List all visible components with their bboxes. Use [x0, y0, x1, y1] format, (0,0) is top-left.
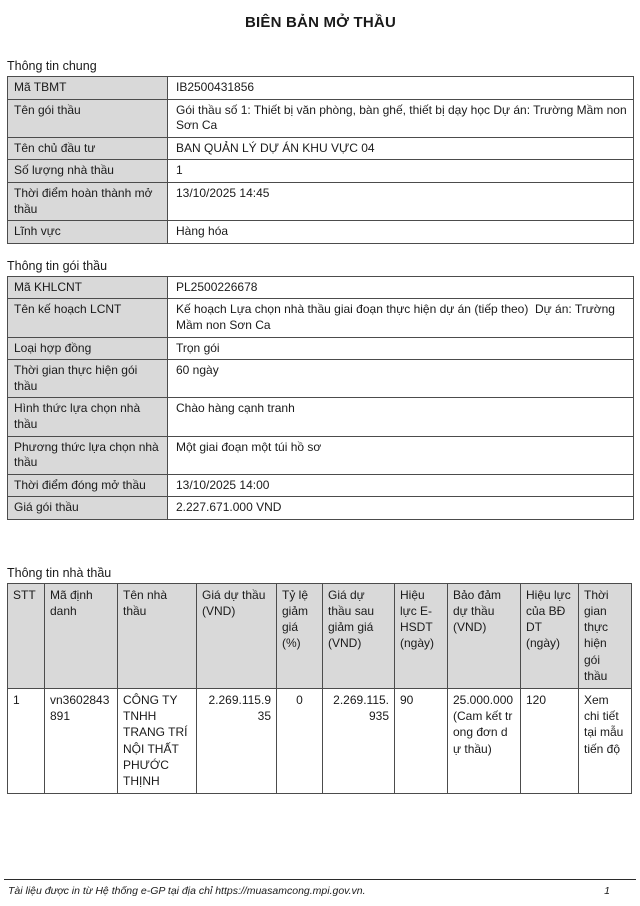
contractor-info-heading: Thông tin nhà thầu — [7, 565, 112, 580]
table-row — [8, 276, 634, 299]
general-info-table — [7, 76, 634, 244]
field-value: 13/10/2025 14:00 — [168, 474, 634, 497]
field-value: Hàng hóa — [168, 221, 634, 244]
field-value: 60 ngày — [168, 360, 634, 398]
table-row — [8, 160, 634, 183]
page-title: BIÊN BẢN MỞ THẦU — [245, 14, 396, 31]
field-label: Hình thức lựa chọn nhà thầu — [8, 398, 168, 436]
header-cell: Hiệu lực của BĐ DT (ngày) — [521, 583, 579, 688]
field-value: IB2500431856 — [168, 77, 634, 100]
table-row — [8, 689, 632, 794]
header-cell: Thời gian thực hiện gói thầu — [579, 583, 632, 688]
table-row — [8, 182, 634, 220]
field-label: Phương thức lựa chọn nhà thầu — [8, 436, 168, 474]
table-row — [8, 497, 634, 520]
header-cell: Giá dự thầu (VND) — [197, 583, 277, 688]
table-header-row — [8, 583, 632, 688]
page-footer — [4, 879, 636, 897]
field-value: 13/10/2025 14:45 — [168, 182, 634, 220]
header-cell: Hiệu lực E-HSDT (ngày) — [395, 583, 448, 688]
general-info-heading: Thông tin chung — [7, 59, 97, 73]
field-value: 2.227.671.000 VND — [168, 497, 634, 520]
cell-bao-dam-du-thau: 25.000.000 (Cam kết trong đơn dự thầu) — [448, 689, 521, 794]
field-label: Mã TBMT — [8, 77, 168, 100]
field-value: Một giai đoạn một túi hồ sơ — [168, 436, 634, 474]
cell-hieu-luc-ehsdt: 90 — [395, 689, 448, 794]
package-info-heading: Thông tin gói thầu — [7, 258, 108, 273]
table-row — [8, 137, 634, 160]
section-package-info — [7, 259, 634, 520]
cell-stt: 1 — [8, 689, 45, 794]
field-label: Thời gian thực hiện gói thầu — [8, 360, 168, 398]
field-label: Thời điểm hoàn thành mở thầu — [8, 182, 168, 220]
field-label: Loại hợp đồng — [8, 337, 168, 360]
table-row — [8, 77, 634, 100]
field-value: Gói thầu số 1: Thiết bị văn phòng, bàn ghế, thiết bị dạy học Dự án: Trường Mầm non Sơn Ca — [168, 99, 634, 137]
table-row — [8, 99, 634, 137]
cell-thoi-gian-thuc-hien: Xem chi tiết tại mẫu tiến độ — [579, 689, 632, 794]
page-number: 1 — [604, 885, 610, 897]
field-label: Lĩnh vực — [8, 221, 168, 244]
field-value: Trọn gói — [168, 337, 634, 360]
header-cell: Tỷ lệ giảm giá (%) — [277, 583, 323, 688]
header-cell: STT — [8, 583, 45, 688]
table-row — [8, 299, 634, 337]
package-info-table — [7, 276, 634, 520]
cell-ty-le-giam-gia: 0 — [277, 689, 323, 794]
table-row — [8, 360, 634, 398]
table-row — [8, 221, 634, 244]
cell-hieu-luc-bddt: 120 — [521, 689, 579, 794]
field-label: Mã KHLCNT — [8, 276, 168, 299]
table-row — [8, 337, 634, 360]
cell-ma-dinh-danh: vn3602843891 — [45, 689, 118, 794]
contractor-table — [7, 583, 632, 794]
section-contractor-info — [7, 566, 634, 794]
header-cell: Giá dự thầu sau giảm giá (VND) — [323, 583, 395, 688]
field-label: Tên chủ đầu tư — [8, 137, 168, 160]
table-row — [8, 474, 634, 497]
field-value: 1 — [168, 160, 634, 183]
field-label: Thời điểm đóng mở thầu — [8, 474, 168, 497]
section-general-info — [7, 59, 634, 244]
field-label: Số lượng nhà thầu — [8, 160, 168, 183]
field-label: Tên kế hoạch LCNT — [8, 299, 168, 337]
field-value: Kế hoạch Lựa chọn nhà thầu giai đoạn thực hiện dự án (tiếp theo) Dự án: Trường Mầm non Sơn Ca — [168, 299, 634, 337]
field-value: PL2500226678 — [168, 276, 634, 299]
header-cell: Bảo đảm dự thầu (VND) — [448, 583, 521, 688]
footer-note: Tài liệu được in từ Hệ thống e-GP tại địa chỉ https://muasamcong.mpi.gov.vn. — [8, 885, 366, 897]
header-cell: Tên nhà thầu — [118, 583, 197, 688]
cell-ten-nha-thau: CÔNG TY TNHH TRANG TRÍ NỘI THẤT PHƯỚC THỊNH — [118, 689, 197, 794]
cell-gia-du-thau: 2.269.115.935 — [197, 689, 277, 794]
header-cell: Mã định danh — [45, 583, 118, 688]
cell-gia-sau-giam-gia: 2.269.115.935 — [323, 689, 395, 794]
field-value: Chào hàng cạnh tranh — [168, 398, 634, 436]
field-value: BAN QUẢN LÝ DỰ ÁN KHU VỰC 04 — [168, 137, 634, 160]
field-label: Tên gói thầu — [8, 99, 168, 137]
table-row — [8, 398, 634, 436]
field-label: Giá gói thầu — [8, 497, 168, 520]
table-row — [8, 436, 634, 474]
